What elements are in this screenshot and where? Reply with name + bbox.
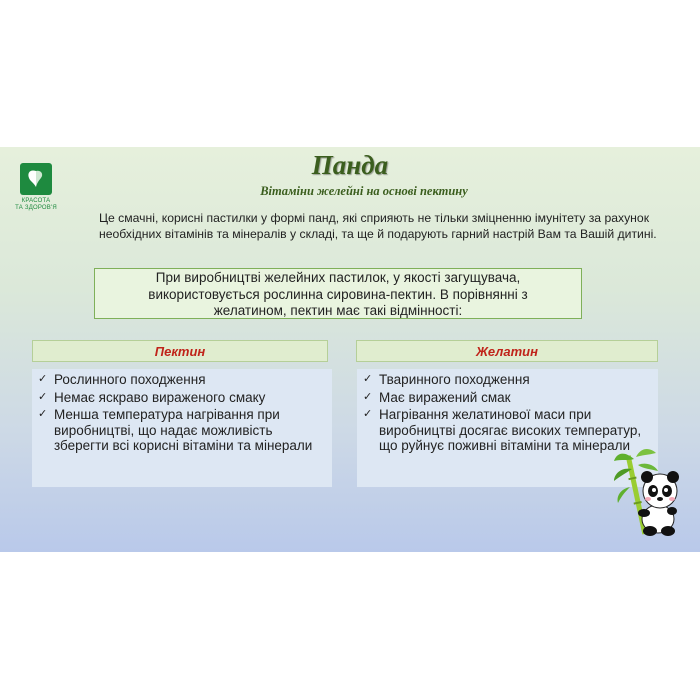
logo-text — [8, 198, 64, 212]
logo-text-line1: КРАСОТА — [21, 198, 51, 204]
pectin-header: Пектин — [32, 340, 328, 362]
check-icon: ✓ — [38, 408, 48, 420]
slide — [0, 147, 700, 552]
slide-subtitle: Вітаміни желейні на основі пектину — [260, 184, 468, 198]
highlight-box — [94, 268, 582, 319]
check-icon: ✓ — [38, 373, 48, 385]
list-item — [38, 390, 328, 406]
pectin-list — [32, 369, 332, 487]
intro-paragraph: Це смачні, корисні пастилки у формі панд, які сприяють не тільки зміцненню імунітету за рахунок необхідних вітамінів та мінералів у складі, та ще й подарують гарний настрій Вам та Вашій дитині. — [99, 211, 657, 241]
check-icon: ✓ — [38, 390, 48, 403]
list-item-text: Тваринного походження — [379, 372, 530, 387]
list-item — [363, 372, 654, 388]
list-item-text: Має виражений смак — [379, 389, 511, 405]
list-item-text: Немає яскраво вираженого смаку — [54, 389, 266, 405]
list-item — [38, 372, 328, 388]
highlight-line: використовується рослинна сировина-пектин. В порівнянні з — [148, 286, 528, 302]
gelatin-header: Желатин — [356, 340, 658, 362]
highlight-line: желатином, пектин має такі відмінності: — [213, 303, 463, 318]
check-icon: ✓ — [363, 390, 373, 403]
highlight-line: При виробництві желейних пастилок, у якості загущувача, — [155, 270, 521, 285]
check-icon: ✓ — [363, 373, 373, 385]
list-item-text: Рослинного походження — [54, 372, 206, 387]
list-item — [363, 390, 654, 406]
list-item-text: Нагрівання желатинової маси при виробництві досягає високих температур, що руйнує поживні вітаміни та мінерали — [379, 407, 642, 453]
list-item-text: Менша температура нагрівання при виробництві, що надає можливість зберегти всі корисні вітаміни та мінерали — [54, 407, 313, 453]
check-icon: ✓ — [363, 408, 373, 420]
slide-title: Панда — [311, 150, 389, 180]
logo-text-line2: ТА ЗДОРОВ'Я — [15, 205, 57, 211]
list-item — [363, 407, 654, 454]
panda-bamboo-icon — [612, 447, 692, 539]
list-item — [38, 407, 328, 454]
